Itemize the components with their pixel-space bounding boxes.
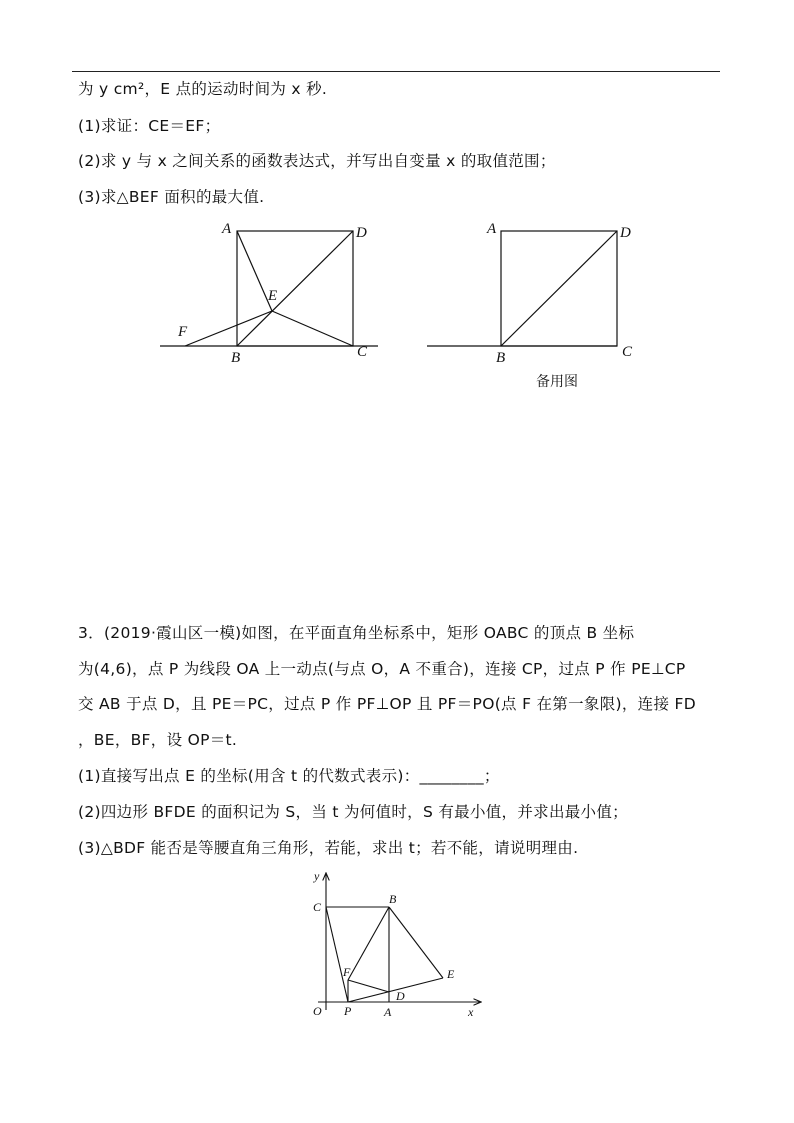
label-F: F [343, 965, 351, 979]
label-A: A [222, 221, 232, 237]
spare-label-D: D [620, 225, 631, 241]
segment-fd [348, 980, 389, 992]
spare-label-C: C [622, 344, 633, 360]
problem3-line-2: 为(4,6)，点 P 为线段 OA 上一动点(与点 O，A 不重合)，连接 CP，过点 P 作 PE⊥CP [78, 660, 686, 678]
spare-figure-caption: 备用图 [536, 374, 578, 390]
label-B: B [389, 892, 397, 906]
problem3-line-4: ，BE，BF，设 OP＝t. [78, 731, 238, 749]
problem3-line-3: 交 AB 于点 D，且 PE＝PC，过点 P 作 PF⊥OP 且 PF＝PO(点 F 在第一象限)，连接 FD [78, 695, 696, 713]
problem2-intro: 为 y cm²，E 点的运动时间为 x 秒. [78, 80, 328, 98]
problem2-question-2: (2)求 y 与 x 之间关系的函数表达式，并写出自变量 x 的取值范围； [78, 152, 556, 170]
label-B: B [231, 350, 241, 366]
spare-label-A: A [487, 221, 497, 237]
problem2-question-1: (1)求证：CE＝EF； [78, 117, 221, 135]
problem3-line-1: 3．(2019·霞山区一模)如图，在平面直角坐标系中，矩形 OABC 的顶点 B 坐标 [78, 624, 635, 642]
label-C: C [313, 900, 322, 914]
label-D: D [356, 225, 367, 241]
label-C: C [357, 344, 368, 360]
segment-cp [326, 907, 348, 1002]
label-O: O [313, 1004, 322, 1018]
problem2-question-3: (3)求△BEF 面积的最大值. [78, 188, 265, 206]
problem3-question-3: (3)△BDF 能否是等腰直角三角形，若能，求出 t；若不能，请说明理由. [78, 839, 579, 857]
label-A: A [384, 1005, 392, 1019]
spare-label-B: B [496, 350, 506, 366]
label-P: P [344, 1004, 352, 1018]
problem3-question-2: (2)四边形 BFDE 的面积记为 S，当 t 为何值时，S 有最小值，并求出最小值； [78, 803, 628, 821]
label-E: E [447, 967, 455, 981]
label-y-axis: y [314, 869, 320, 883]
label-E: E [268, 288, 278, 304]
label-D: D [396, 989, 405, 1003]
problem3-question-1: (1)直接写出点 E 的坐标(用含 t 的代数式表示)：________； [78, 767, 500, 785]
segment-be [389, 907, 443, 978]
label-F: F [178, 324, 188, 340]
segment-fb [348, 907, 389, 980]
label-x-axis: x [468, 1005, 474, 1019]
